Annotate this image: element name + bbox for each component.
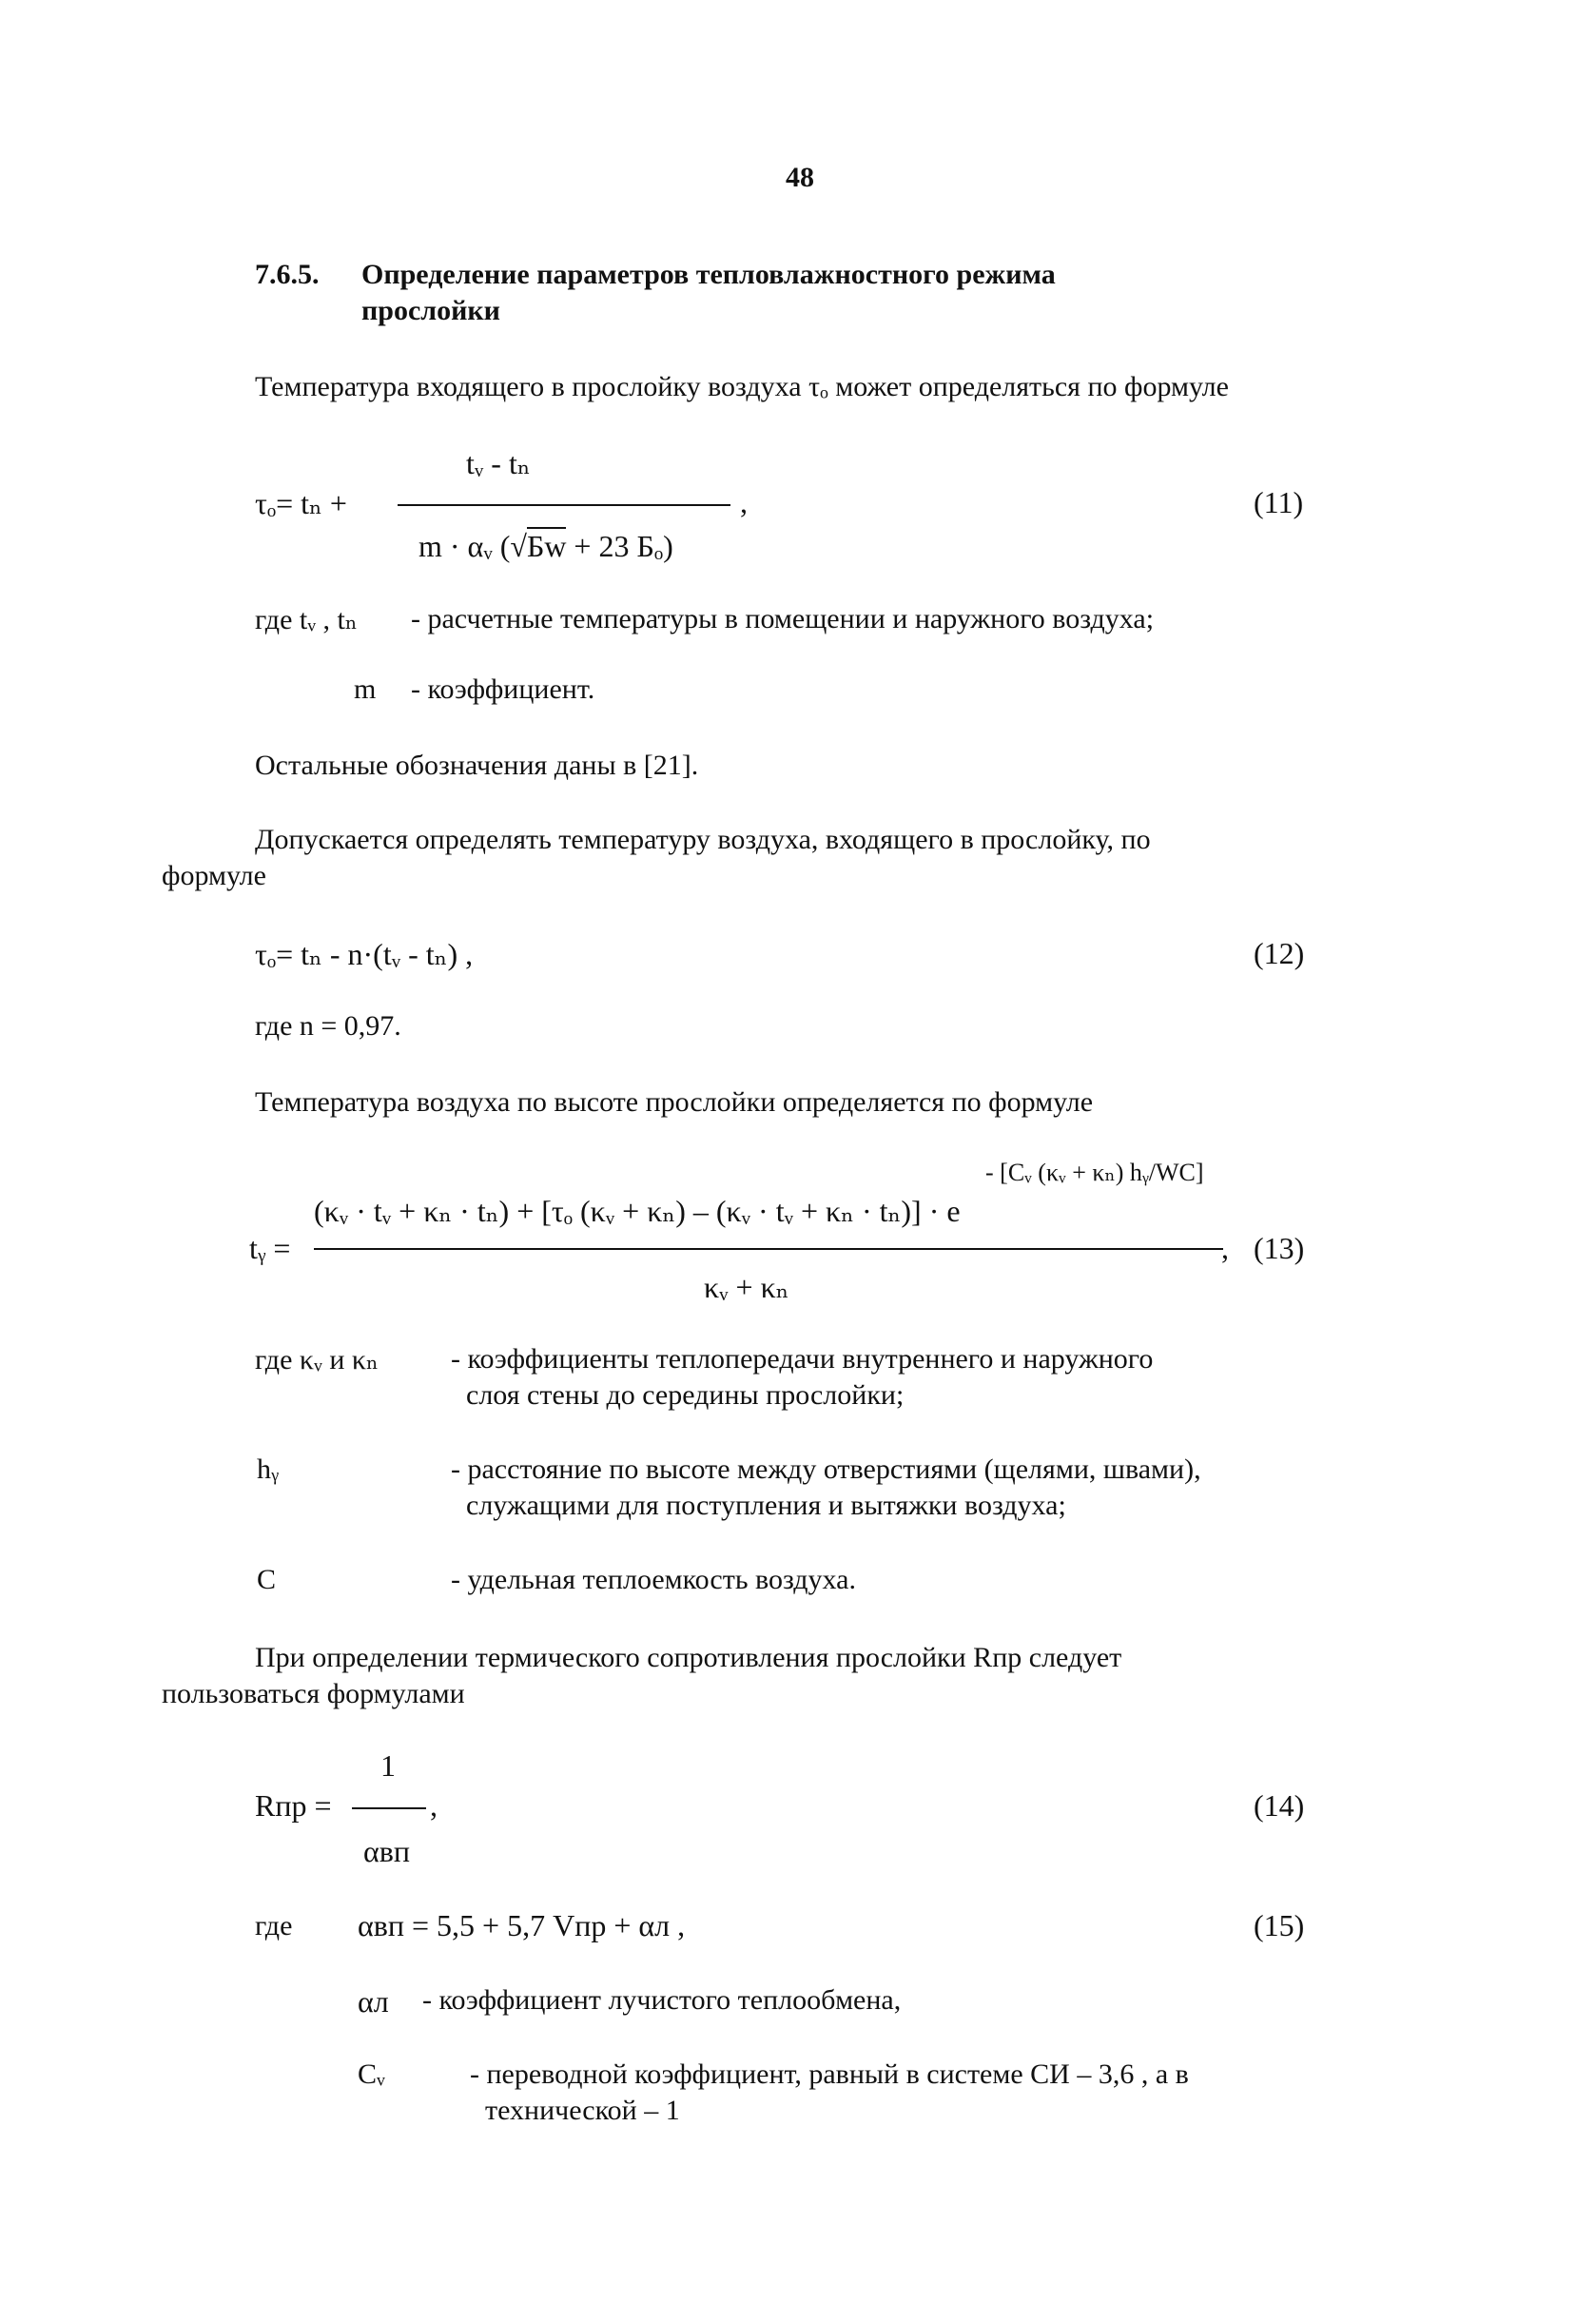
where-m-term: m: [354, 673, 377, 705]
formula-13-number: (13): [1254, 1231, 1305, 1265]
where-13-definition-line1: - коэффициенты теплопередачи внутреннего и наружного: [451, 1343, 1154, 1375]
paragraph-other-notation: Остальные обозначения даны в [21].: [255, 750, 699, 781]
formula-13-exponent: - [Cᵥ (κᵥ + κₙ) hᵧ/WC]: [985, 1159, 1204, 1186]
formula-15-expression: αвп = 5,5 + 5,7 Vпр + αл ,: [358, 1908, 686, 1942]
sqrt-sign: √: [510, 529, 527, 563]
formula-15-number: (15): [1254, 1908, 1305, 1942]
cv-definition-line2: технической – 1: [485, 2095, 680, 2126]
hy-term: hᵧ: [257, 1453, 279, 1485]
alpha-l-definition: - коэффициент лучистого теплообмена,: [422, 1984, 902, 2016]
section-title-line2: прослойки: [361, 295, 500, 326]
formula-11-number: (11): [1254, 485, 1304, 519]
formula-11-denominator: [418, 529, 673, 564]
formula-13-fraction-bar: [314, 1248, 1223, 1250]
formula-14-fraction-bar: [352, 1807, 426, 1809]
formula-14-denominator: αвп: [363, 1834, 410, 1868]
formula-11-numerator: tᵥ - tₙ: [466, 446, 531, 480]
formula-13-denominator: κᵥ + κₙ: [704, 1270, 789, 1304]
where-13-term: где κᵥ и κₙ: [255, 1344, 379, 1375]
where-m-definition: - коэффициент.: [411, 673, 595, 705]
where-11-definition: - расчетные температуры в помещении и наружного воздуха;: [411, 603, 1155, 634]
section-title-line1: Определение параметров тепловлажностного режима: [361, 259, 1056, 290]
where-n: где n = 0,97.: [255, 1010, 401, 1042]
paragraph-allowed-line2: формуле: [162, 860, 266, 891]
paragraph-resistance-line1: При определении термического сопротивления прослойки Rпр следует: [255, 1642, 1122, 1673]
formula-15-where: где: [255, 1910, 293, 1941]
formula-11-lhs: τₒ= tₙ +: [255, 486, 347, 520]
paragraph-allowed-line1: Допускается определять температуру воздуха, входящего в прослойку, по: [255, 824, 1151, 855]
formula-14-number: (14): [1254, 1788, 1305, 1823]
cv-definition-line1: - переводной коэффициент, равный в системе СИ – 3,6 , а в: [470, 2058, 1189, 2090]
formula-12-expression: τₒ= tₙ - n·(tᵥ - tₙ) ,: [255, 937, 474, 971]
formula-14-numerator: 1: [380, 1748, 396, 1783]
section-number: 7.6.5.: [255, 259, 320, 290]
paragraph-resistance-line2: пользоваться формулами: [162, 1678, 465, 1709]
formula-14-comma: ,: [430, 1788, 438, 1823]
formula-13-comma: ,: [1221, 1231, 1229, 1265]
where-11-term: где tᵥ , tₙ: [255, 604, 358, 635]
formula-11-fraction-bar: [398, 504, 730, 506]
formula-13-lhs: tᵧ =: [249, 1231, 291, 1265]
formula-12-number: (12): [1254, 936, 1305, 970]
formula-14-lhs: Rпр =: [255, 1788, 332, 1823]
paragraph-intro: Температура входящего в прослойку воздуха τₒ может определяться по формуле: [255, 371, 1229, 402]
formula-11-comma: ,: [740, 485, 748, 519]
hy-definition-line1: - расстояние по высоте между отверстиями (щелями, швами),: [451, 1453, 1201, 1485]
formula-11-den-before: m · αᵥ (: [418, 529, 511, 563]
cv-term: Cᵥ: [358, 2058, 385, 2090]
formula-11-den-after: + 23 Бₒ): [566, 529, 673, 563]
hy-definition-line2: служащими для поступления и вытяжки воздуха;: [466, 1490, 1066, 1521]
c-definition: - удельная теплоемкость воздуха.: [451, 1564, 856, 1595]
c-term: C: [257, 1564, 277, 1595]
alpha-l-term: αл: [358, 1984, 389, 2019]
page-number: 48: [786, 162, 814, 193]
formula-13-numerator: (κᵥ · tᵥ + κₙ · tₙ) + [τₒ (κᵥ + κₙ) – (κᵥ · tᵥ + κₙ · tₙ)] · e: [314, 1194, 961, 1228]
sqrt-radicand: Бw: [526, 529, 567, 563]
paragraph-height: Температура воздуха по высоте прослойки определяется по формуле: [255, 1086, 1094, 1118]
where-13-definition-line2: слоя стены до середины прослойки;: [466, 1379, 905, 1411]
